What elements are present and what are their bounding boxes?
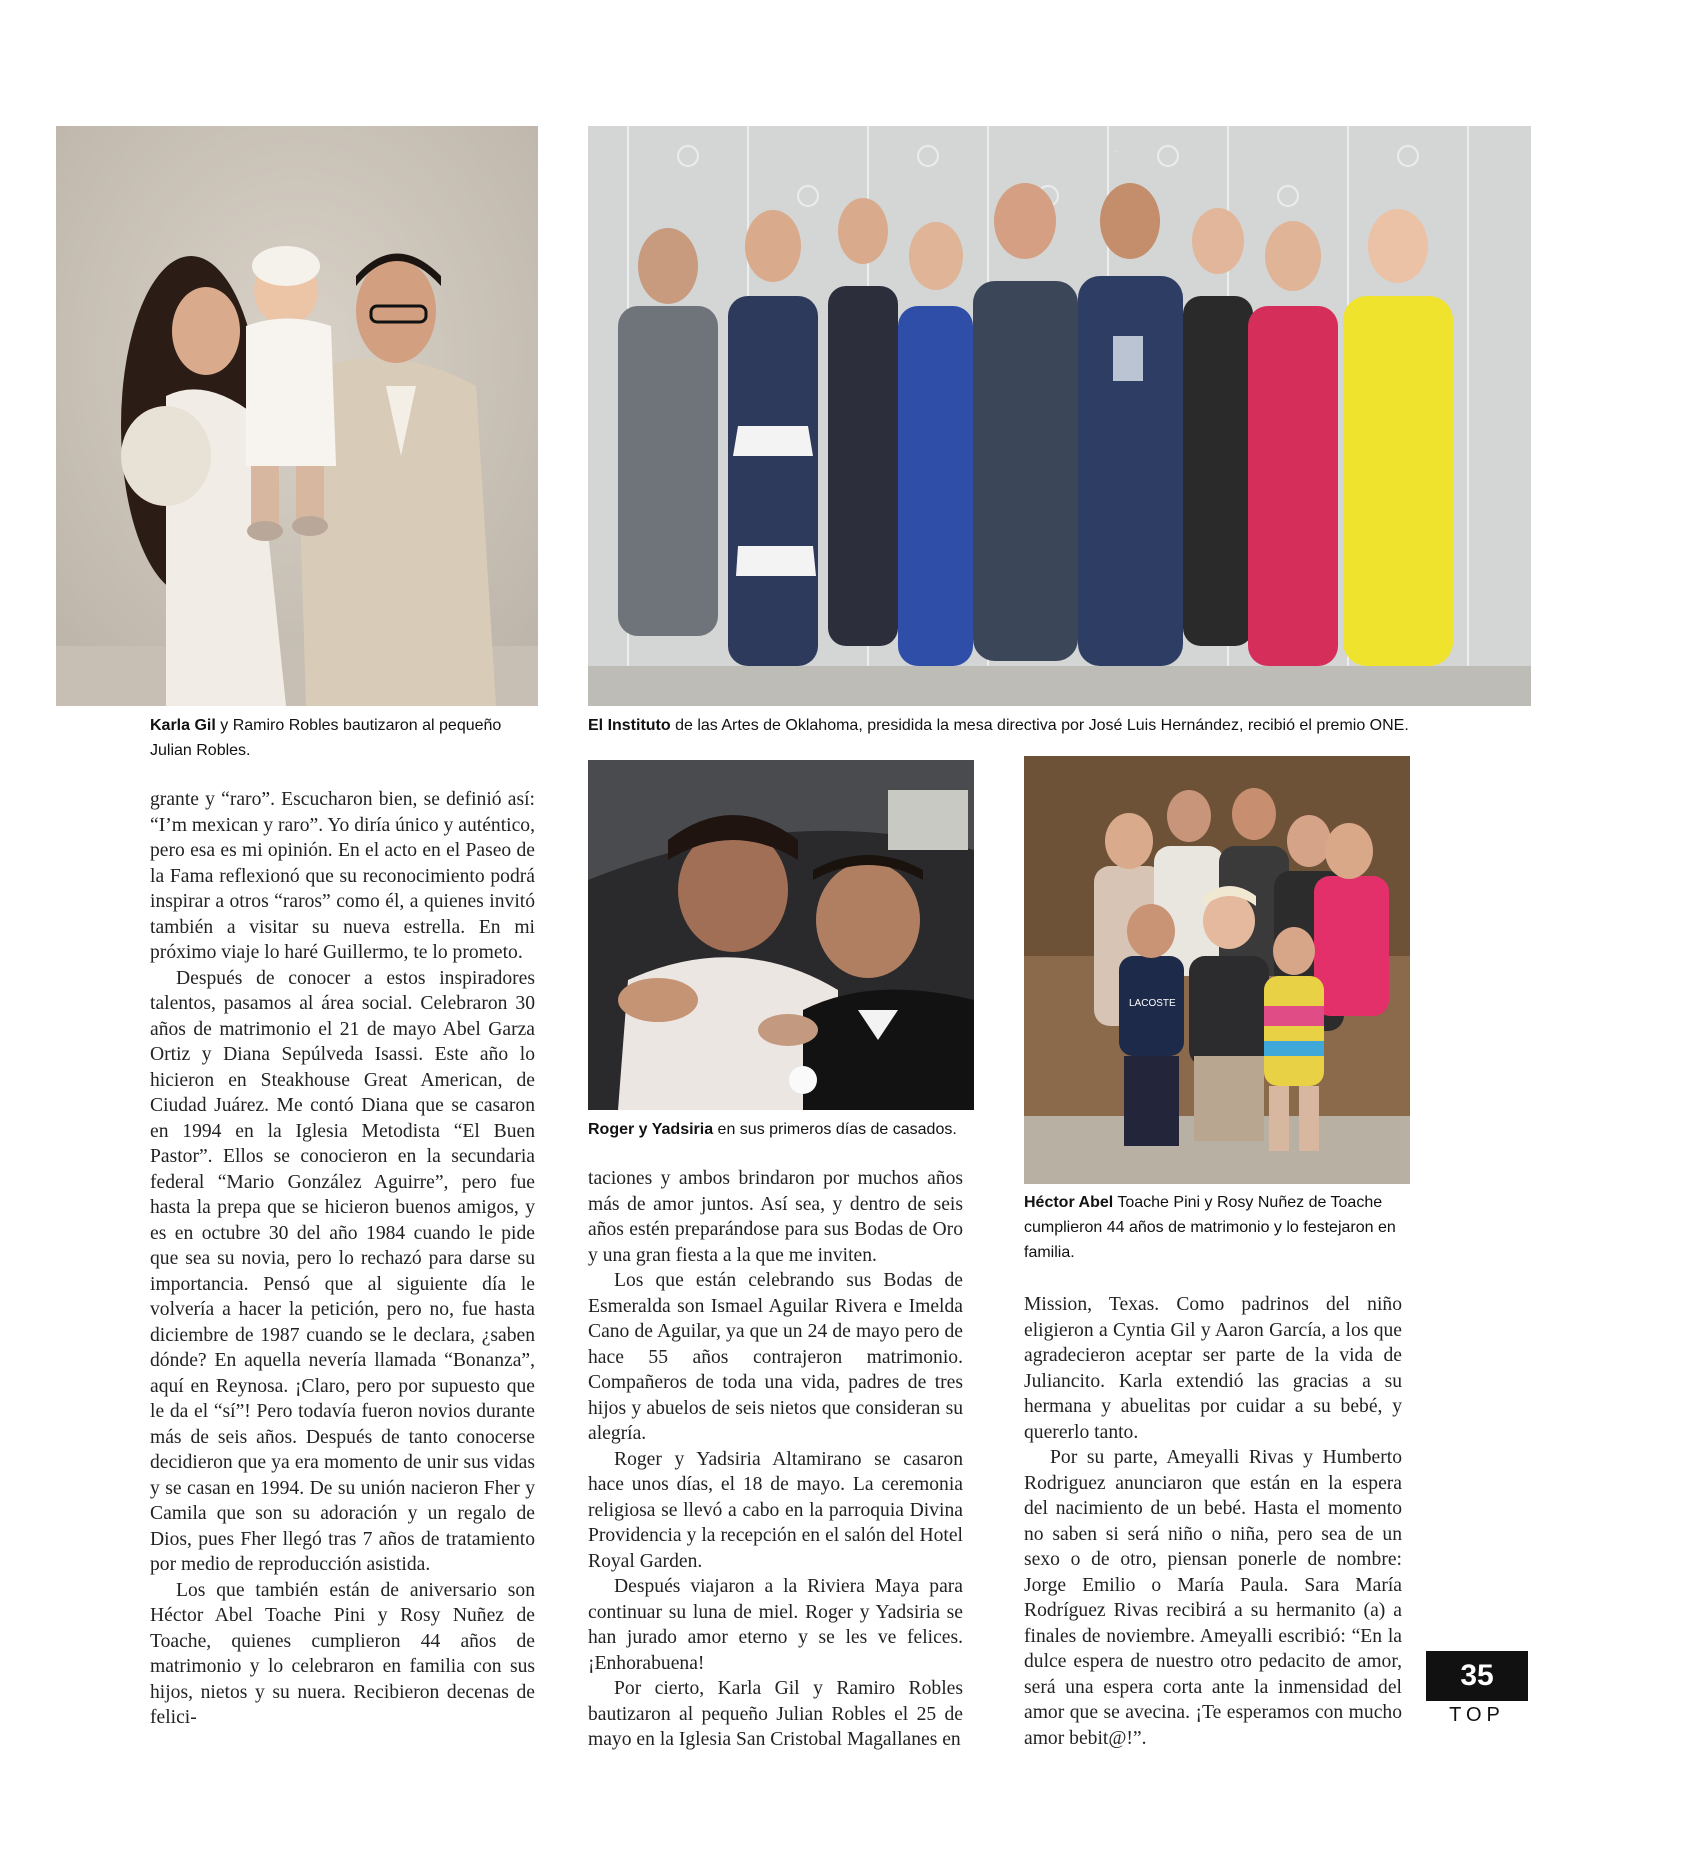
caption-hector-bold: Héctor Abel — [1024, 1194, 1114, 1211]
award-logo-text: ONE — [1114, 152, 1117, 153]
photo-karla-ramiro-baptism — [56, 126, 538, 706]
caption-karla-ramiro — [150, 713, 540, 763]
article-column-2 — [588, 1166, 963, 1753]
photo-hector-abel-family — [1024, 756, 1410, 1184]
col2-paragraph: Roger y Yadsiria Altamirano se casaron hace unos días, el 18 de mayo. La ceremonia religiosa se llevó a cabo en la parroquia Divina Providencia y la recepción en el salón del Hotel Royal Garden. — [588, 1448, 963, 1572]
caption-karla-bold: Karla Gil — [150, 717, 216, 734]
article-column-1 — [150, 787, 535, 1731]
caption-instituto — [588, 713, 1548, 738]
caption-roger-yadsiria — [588, 1117, 988, 1142]
article-column-3 — [1024, 1292, 1402, 1751]
caption-hector-text: Toache Pini y Rosy Nuñez de Toache cumplieron 44 años de matrimonio y lo festejaron en familia. — [1024, 1194, 1396, 1261]
col3-paragraph: Mission, Texas. Como padrinos del niño eligieron a Cyntia Gil y Aaron García, a los que agradecieron aceptar ser parte de la vida de Juliancito. Karla extendió las gracias a su hermana y abuelitas por cuidar a su bebé, y quererlo tanto. — [1024, 1294, 1402, 1443]
shirt-text: LACOSTE — [1129, 998, 1176, 1009]
col3-paragraph: Por su parte, Ameyalli Rivas y Humberto Rodriguez anunciaron que están en la espera del nacimiento de un bebé. Hasta el momento no saben si será niño o niña, pero sea de un sexo o de otro, piensan ponerle de nombre: Jorge Emilio o María Paula. Sara María Rodríguez Rivas recibirá a su hermanito (a) a finales de noviembre. Ameyalli escribió: “En la dulce espera de nuestro otro pedacito de amor, será una espera corta ante la inmensidad del amor que se avecina. ¡Te esperamos con mucho amor bebit@!”. — [1024, 1447, 1402, 1749]
caption-roger-text: en sus primeros días de casados. — [713, 1121, 957, 1138]
photo-instituto-oklahoma-group — [588, 126, 1531, 706]
caption-instituto-text: de las Artes de Oklahoma, presidida la mesa directiva por José Luis Hernández, recibió el premio ONE. — [670, 717, 1409, 734]
caption-roger-bold: Roger y Yadsiria — [588, 1121, 714, 1138]
caption-instituto-bold: El Instituto — [588, 717, 671, 734]
col1-paragraph: Los que también están de aniversario son Héctor Abel Toache Pini y Rosy Nuñez de Toache, quienes cumplieron 44 años de matrimonio y lo celebraron en familia con sus hijos, nietos y su nuera. Recibieron decenas de felici- — [150, 1579, 535, 1728]
col1-paragraph: Después de conocer a estos inspiradores talentos, pasamos al área social. Celebraron 30 años de matrimonio el 21 de mayo Abel Garza Ortiz y Diana Sepúlveda Isassi. Este año lo hicieron en Steakhouse Great American, de Ciudad Juárez. Me contó Diana que se casaron en 1994 en la Iglesia Metodista “El Buen Pastor”. Ellos se conocieron en la secundaria federal “Mario González Aguirre”, pero fue hasta la prepa que se hicieron buenos amigos, y es en octubre 30 del año 1984 cuando le pide que sea su novia, pero lo rechazó para darse su importancia. Pensó que al siguiente día le volvería a hacer la petición, pero no, fue hasta diciembre de 1987 cuando se le declara, ¿saben dónde? En aquella nevería llamada “Bonanza”, aquí en Reynosa. ¡Claro, pero por supuesto que le da el “sí”! Pero todavía fueron novios durante más de seis años. Después de tanto conocerse decidieron que ya era momento de unir sus vidas y se casan en 1994. De su unión nacieron Fher y Camila que son su adoración y un regalo de Dios, pues Fher llegó tras 7 años de tratamiento por medio de reproducción asistida. — [150, 967, 535, 1575]
photo-roger-yadsiria — [588, 760, 974, 1110]
col2-paragraph: taciones y ambos brindaron por muchos años más de amor juntos. Así sea, y dentro de seis años estén preparándose para sus Bodas de Oro y una gran fiesta a la que me inviten. — [588, 1168, 963, 1266]
page-number: 35 — [1426, 1651, 1528, 1701]
col2-paragraph: Después viajaron a la Riviera Maya para continuar su luna de miel. Roger y Yadsiria se han jurado amor eterno y se les ve felices. ¡Enhorabuena! — [588, 1576, 963, 1674]
col2-paragraph: Por cierto, Karla Gil y Ramiro Robles bautizaron al pequeño Julian Robles el 25 de mayo en la Iglesia San Cristobal Magallanes en — [588, 1678, 963, 1750]
col1-paragraph: grante y “raro”. Escucharon bien, se definió así: “I’m mexican y raro”. Yo diría único y auténtico, pero esa es mi opinión. En el acto en el Paseo de la Fama reflexionó que su reconocimiento podrá inspirar a otros “raros” como él, a quienes invitó también a visitar su nueva estrella. En mi próximo viaje lo haré Guillermo, te lo prometo. — [150, 789, 535, 963]
magazine-name: TOP — [1449, 1704, 1505, 1726]
caption-hector-abel — [1024, 1190, 1414, 1265]
col2-paragraph: Los que están celebrando sus Bodas de Esmeralda son Ismael Aguilar Rivera e Imelda Cano de Aguilar, ya que un 24 de mayo pero de hace 55 años contrajeron matrimonio. Compañeros de toda una vida, padres de tres hijos y abuelos de seis nietos que consideran su alegría. — [588, 1270, 963, 1444]
caption-karla-text: y Ramiro Robles bautizaron al pequeño Julian Robles. — [150, 717, 502, 759]
